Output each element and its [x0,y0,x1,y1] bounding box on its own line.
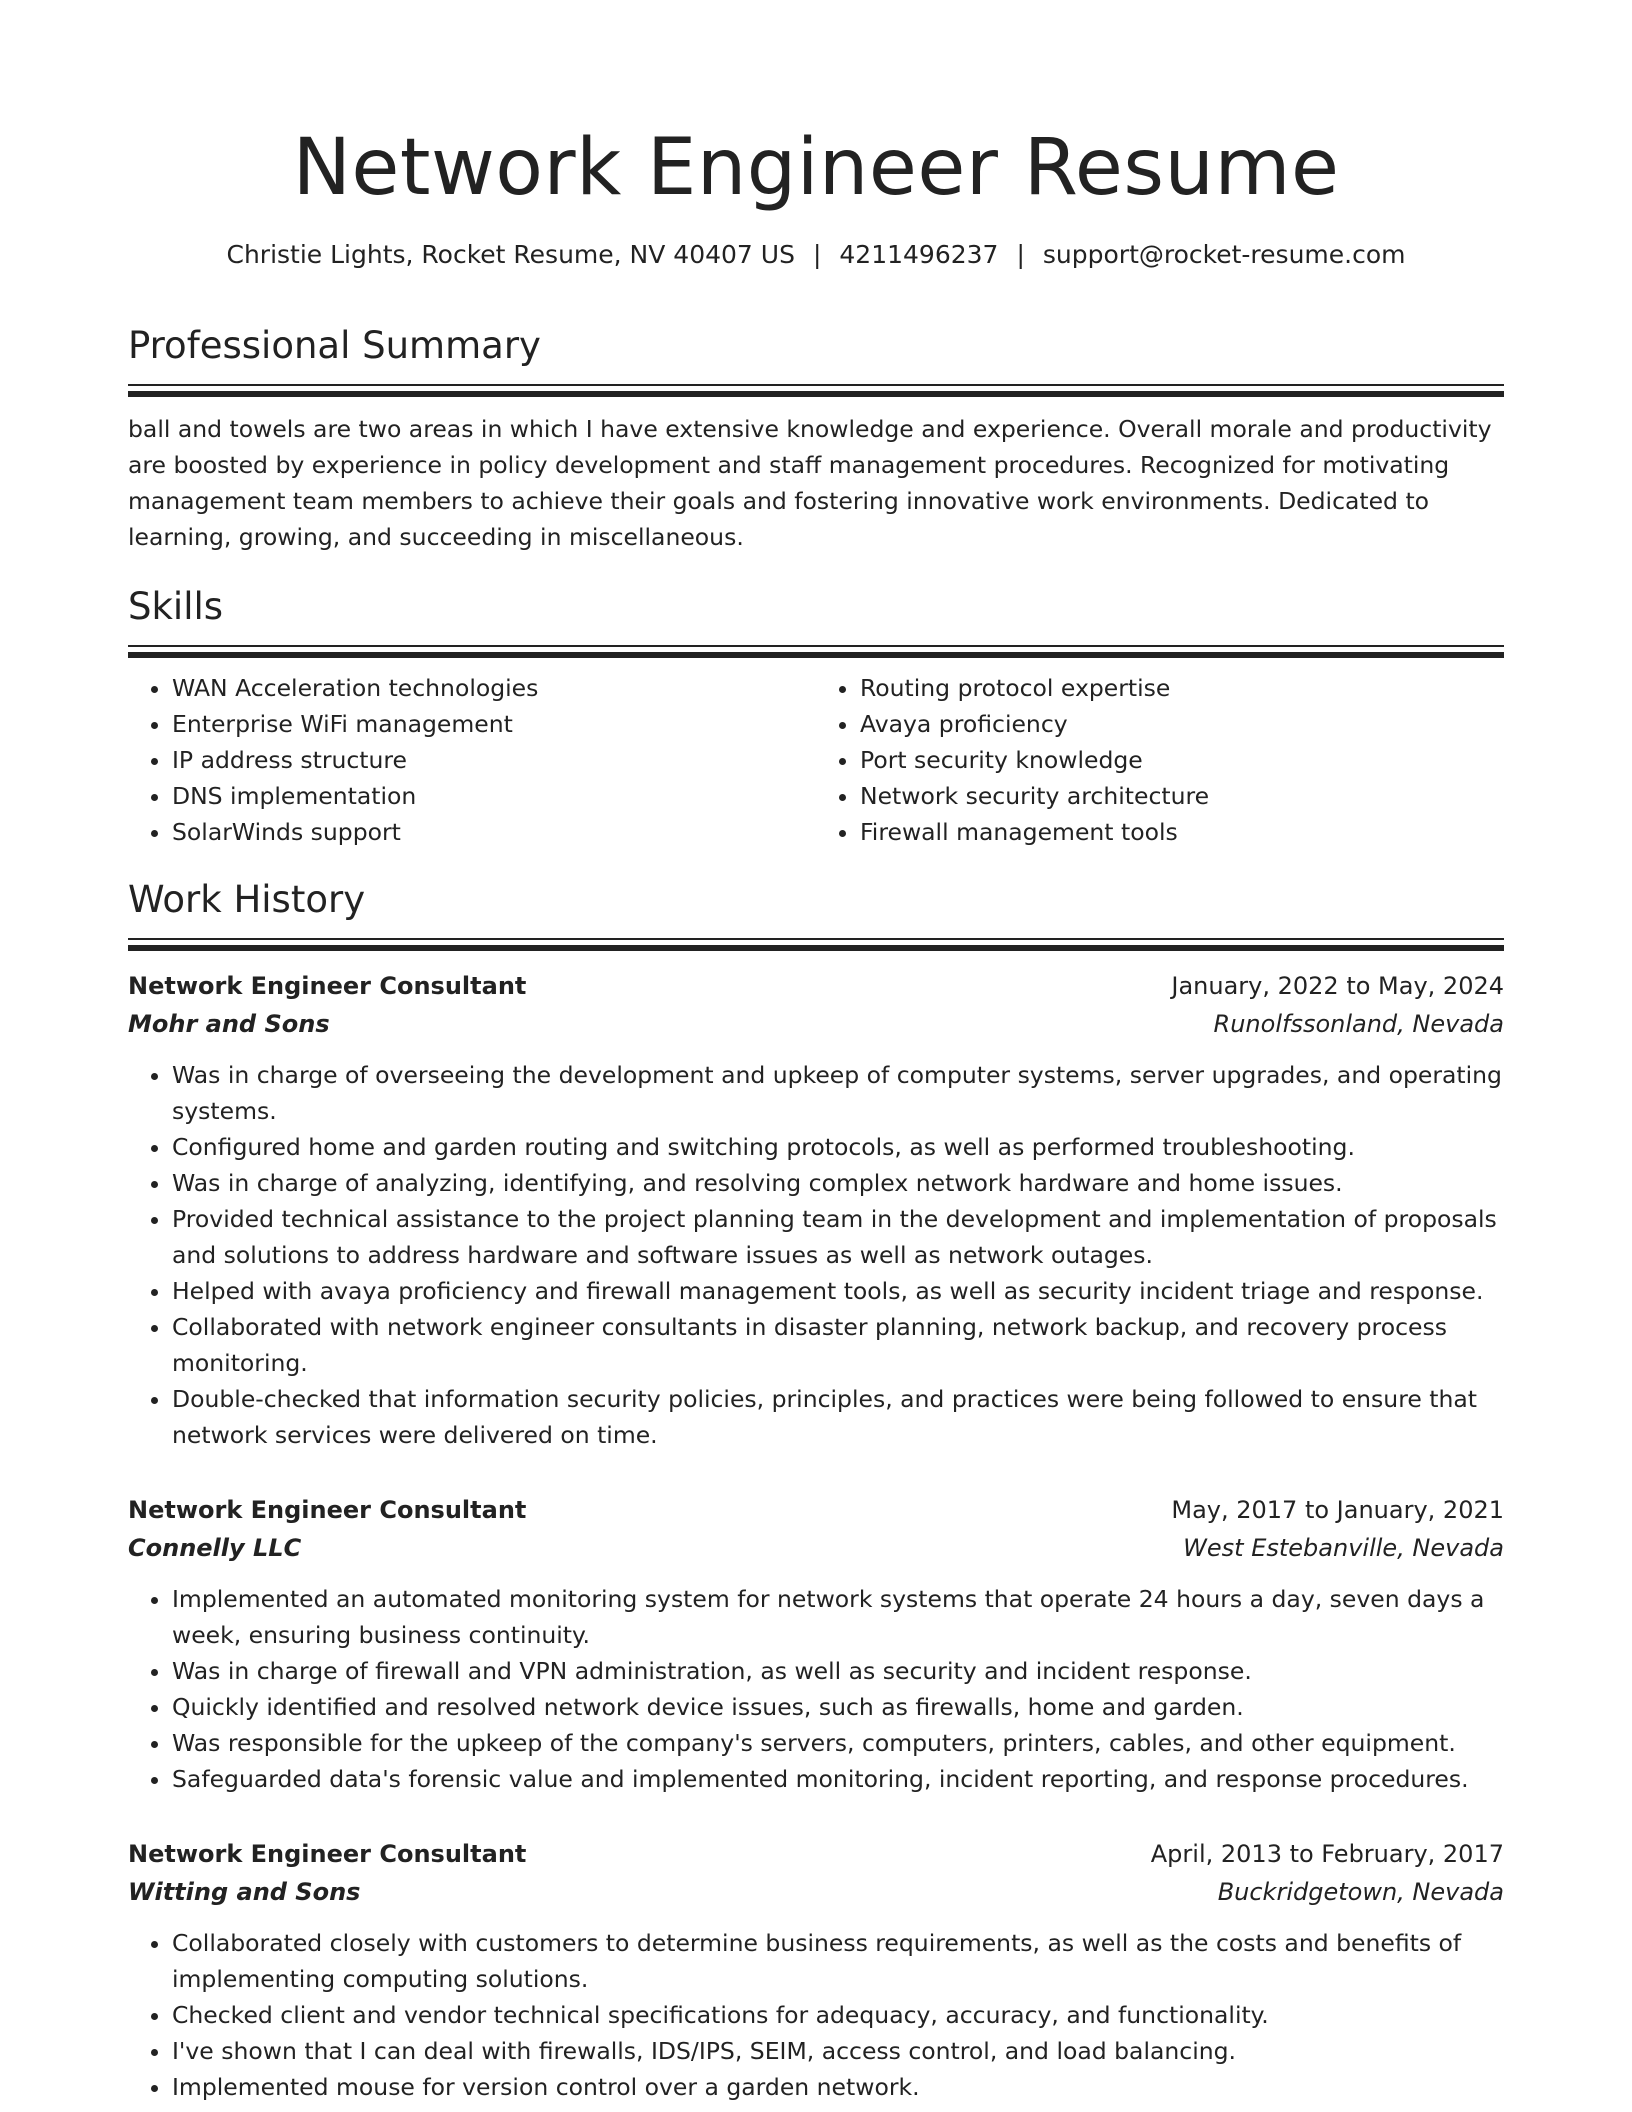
section-rule-thin [128,384,1504,386]
job-entry [128,1835,1504,2105]
job-title: Network Engineer Consultant [128,1496,527,1524]
job-location: West Estebanville, Nevada [1183,1534,1504,1562]
section-rule-thick [128,652,1504,658]
skills-section [128,583,1504,850]
skill-item: • Network security architecture [860,778,1504,814]
job-header-row [128,967,1504,1005]
job-bullet: • Was responsible for the upkeep of the company's servers, computers, printers, cables, and other equipment. [172,1725,1504,1761]
summary-heading: Professional Summary [128,324,541,367]
job-bullet: • Checked client and vendor technical specifications for adequacy, accuracy, and functionality. [172,1997,1504,2033]
job-entry [128,967,1504,1453]
job-bullet: • Was in charge of firewall and VPN administration, as well as security and incident response. [172,1653,1504,1689]
skill-item: • Firewall management tools [860,814,1504,850]
skill-item: • Port security knowledge [860,742,1504,778]
job-bullets [128,1581,1504,1797]
work-history-heading: Work History [128,878,366,921]
section-rule-thin [128,938,1504,940]
skill-item: • Enterprise WiFi management [172,706,816,742]
job-location: Runolfssonland, Nevada [1213,1010,1504,1038]
job-company: Witting and Sons [128,1878,361,1906]
skill-item: • DNS implementation [172,778,816,814]
job-bullets [128,1057,1504,1453]
job-company: Connelly LLC [128,1534,302,1562]
job-bullet: • Provided technical assistance to the project planning team in the development and implementation of proposals and solutions to address hardware and software issues as well as network outages. [172,1201,1504,1273]
job-company-row [128,1529,1504,1567]
contact-separator: | [812,240,822,269]
job-bullet: • Implemented an automated monitoring system for network systems that operate 24 hours a day, seven days a week, ensuring business continuity. [172,1581,1504,1653]
job-bullet: • I've shown that I can deal with firewalls, IDS/IPS, SEIM, access control, and load balancing. [172,2033,1504,2069]
job-bullet: • Was in charge of overseeing the development and upkeep of computer systems, server upgrades, and operating systems. [172,1057,1504,1129]
contact-phone: 4211496237 [839,240,999,269]
skill-item: • IP address structure [172,742,816,778]
summary-text: ball and towels are two areas in which I have extensive knowledge and experience. Overall morale and productivity are boosted by experience in policy development and staff management procedures. Recognized for motivating management team members to achieve their goals and fostering innovative work environments. Dedicated to learning, growing, and succeeding in miscellaneous. [128,415,1492,551]
job-bullet: • Helped with avaya proficiency and firewall management tools, as well as security incident triage and response. [172,1273,1504,1309]
job-bullets [128,1925,1504,2105]
skills-list-right [816,670,1504,850]
work-history-section [128,876,1504,2105]
contact-separator: | [1016,240,1025,269]
job-bullet: • Configured home and garden routing and switching protocols, as well as performed troubleshooting. [172,1129,1504,1165]
contact-line [128,238,1504,272]
skills-list-left [128,670,816,850]
job-company-row [128,1005,1504,1043]
skill-item: • WAN Acceleration technologies [172,670,816,706]
skills-heading: Skills [128,585,224,628]
job-dates: April, 2013 to February, 2017 [1150,1840,1504,1868]
job-dates: May, 2017 to January, 2021 [1171,1496,1504,1524]
section-rule-thick [128,945,1504,951]
job-header-row [128,1491,1504,1529]
section-rule-thick [128,391,1504,397]
job-header-row [128,1835,1504,1873]
job-title: Network Engineer Consultant [128,972,527,1000]
contact-address: Christie Lights, Rocket Resume, NV 40407 US [226,240,795,269]
job-location: Buckridgetown, Nevada [1217,1878,1504,1906]
skill-item: • Routing protocol expertise [860,670,1504,706]
job-bullet: • Was in charge of analyzing, identifying, and resolving complex network hardware and home issues. [172,1165,1504,1201]
job-company: Mohr and Sons [128,1010,330,1038]
job-bullet: • Collaborated closely with customers to determine business requirements, as well as the costs and benefits of implementing computing solutions. [172,1925,1504,1997]
skill-item: • Avaya proficiency [860,706,1504,742]
resume-title: Network Engineer Resume [292,123,1340,213]
section-rule-thin [128,645,1504,647]
skill-item: • SolarWinds support [172,814,816,850]
summary-section [128,322,1504,555]
skills-columns [128,670,1504,850]
job-bullet: • Collaborated with network engineer consultants in disaster planning, network backup, and recovery process monitoring. [172,1309,1504,1381]
job-bullet: • Safeguarded data's forensic value and implemented monitoring, incident reporting, and response procedures. [172,1761,1504,1797]
job-company-row [128,1873,1504,1911]
job-dates: January, 2022 to May, 2024 [1171,972,1504,1000]
job-bullet: • Quickly identified and resolved network device issues, such as firewalls, home and garden. [172,1689,1504,1725]
job-bullet: • Double-checked that information security policies, principles, and practices were being followed to ensure that network services were delivered on time. [172,1381,1504,1453]
job-title: Network Engineer Consultant [128,1840,527,1868]
contact-email: support@rocket-resume.com [1042,240,1406,269]
job-bullet: • Implemented mouse for version control over a garden network. [172,2069,1504,2105]
job-entry [128,1491,1504,1797]
